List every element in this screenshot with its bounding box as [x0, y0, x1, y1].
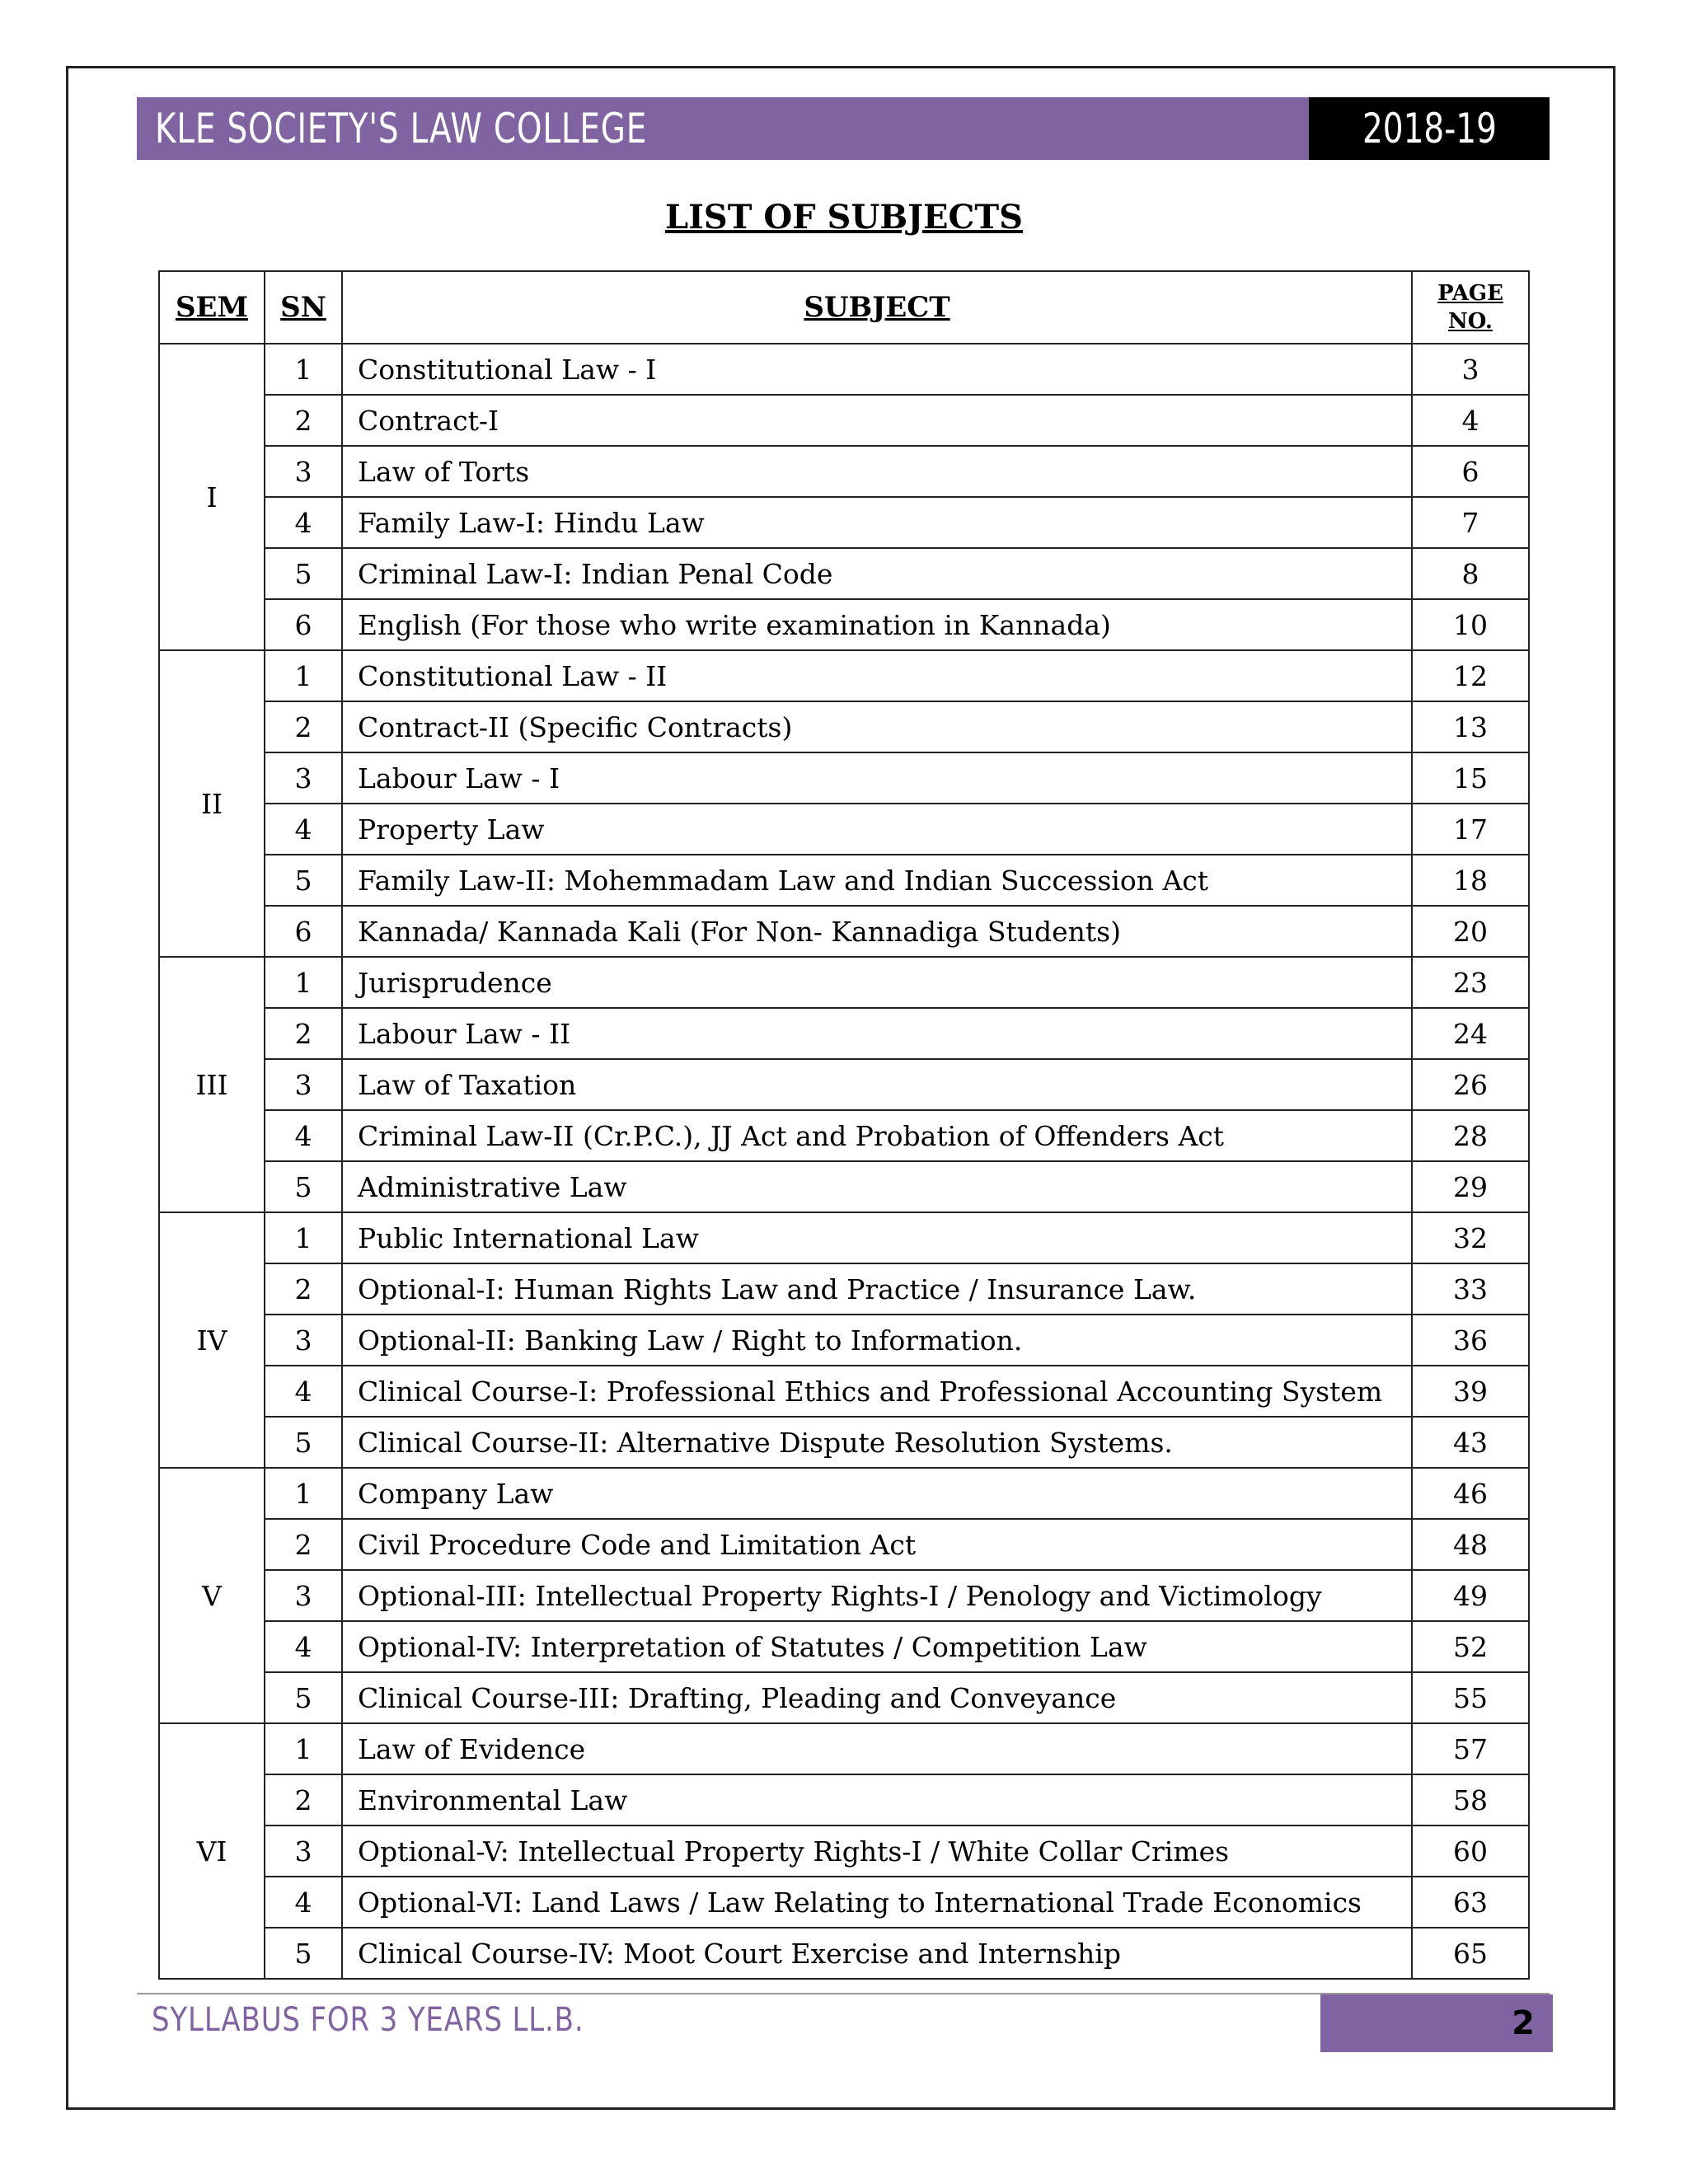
page-number-cell: 7: [1412, 497, 1529, 548]
subject-cell: Public International Law: [342, 1212, 1412, 1263]
subject-cell: Labour Law - I: [342, 752, 1412, 804]
page-number-cell: 28: [1412, 1110, 1529, 1161]
column-header-page: [1412, 271, 1529, 344]
table-row: [159, 395, 1529, 446]
subject-cell: Optional-IV: Interpretation of Statutes / Competition Law: [342, 1621, 1412, 1672]
page-number-cell: 18: [1412, 855, 1529, 906]
page-number-cell: 10: [1412, 599, 1529, 650]
header-year: [1309, 97, 1550, 160]
subject-cell: Optional-VI: Land Laws / Law Relating to International Trade Economics: [342, 1877, 1412, 1928]
subject-cell: Jurisprudence: [342, 957, 1412, 1008]
serial-number-cell: 5: [265, 548, 342, 599]
subject-cell: Contract-II (Specific Contracts): [342, 701, 1412, 752]
page-number-cell: 36: [1412, 1315, 1529, 1366]
subject-cell: Law of Torts: [342, 446, 1412, 497]
semester-cell: IV: [159, 1212, 265, 1468]
page-number-cell: 13: [1412, 701, 1529, 752]
serial-number-cell: 2: [265, 395, 342, 446]
table-row: [159, 752, 1529, 804]
subject-cell: Criminal Law-II (Cr.P.C.), JJ Act and Probation of Offenders Act: [342, 1110, 1412, 1161]
table-row: [159, 1723, 1529, 1774]
subject-cell: Law of Evidence: [342, 1723, 1412, 1774]
table-row: [159, 1008, 1529, 1059]
serial-number-cell: 1: [265, 344, 342, 395]
footer-text-label: SYLLABUS FOR 3 YEARS LL.B.: [152, 2001, 584, 2039]
page-number-cell: 29: [1412, 1161, 1529, 1212]
subject-cell: Criminal Law-I: Indian Penal Code: [342, 548, 1412, 599]
footer-text: [152, 2001, 660, 2039]
serial-number-cell: 1: [265, 650, 342, 701]
subject-cell: Family Law-II: Mohemmadam Law and Indian Succession Act: [342, 855, 1412, 906]
subject-cell: Clinical Course-I: Professional Ethics and Professional Accounting System: [342, 1366, 1412, 1417]
footer-page-number: 2: [1320, 1994, 1553, 2052]
page-number-cell: 63: [1412, 1877, 1529, 1928]
page-number-cell: 12: [1412, 650, 1529, 701]
header-year-text: 2018-19: [1362, 105, 1497, 152]
column-header-page-line2: NO.: [1448, 309, 1493, 334]
table-row: [159, 1774, 1529, 1825]
serial-number-cell: 5: [265, 855, 342, 906]
subject-cell: Constitutional Law - II: [342, 650, 1412, 701]
page-number-cell: 48: [1412, 1519, 1529, 1570]
page-number-cell: 6: [1412, 446, 1529, 497]
subject-cell: Optional-III: Intellectual Property Rights-I / Penology and Victimology: [342, 1570, 1412, 1621]
table-row: [159, 599, 1529, 650]
serial-number-cell: 2: [265, 701, 342, 752]
table-row: [159, 701, 1529, 752]
page-number-cell: 17: [1412, 804, 1529, 855]
page-number-cell: 23: [1412, 957, 1529, 1008]
table-row: [159, 650, 1529, 701]
page-number-cell: 26: [1412, 1059, 1529, 1110]
subject-cell: Clinical Course-III: Drafting, Pleading and Conveyance: [342, 1672, 1412, 1723]
serial-number-cell: 1: [265, 957, 342, 1008]
page-number-cell: 43: [1412, 1417, 1529, 1468]
table-row: [159, 957, 1529, 1008]
page-number-cell: 52: [1412, 1621, 1529, 1672]
page-number-cell: 4: [1412, 395, 1529, 446]
subject-cell: Labour Law - II: [342, 1008, 1412, 1059]
serial-number-cell: 3: [265, 1059, 342, 1110]
subject-cell: Optional-I: Human Rights Law and Practice / Insurance Law.: [342, 1263, 1412, 1315]
serial-number-cell: 3: [265, 1570, 342, 1621]
serial-number-cell: 6: [265, 906, 342, 957]
table-row: [159, 906, 1529, 957]
serial-number-cell: 5: [265, 1928, 342, 1979]
page-number-cell: 3: [1412, 344, 1529, 395]
table-row: [159, 1877, 1529, 1928]
table-row: [159, 1468, 1529, 1519]
table-row: [159, 1570, 1529, 1621]
header-title: [137, 97, 1309, 160]
table-row: [159, 1621, 1529, 1672]
table-row: [159, 344, 1529, 395]
page-number-cell: 58: [1412, 1774, 1529, 1825]
subject-cell: Contract-I: [342, 395, 1412, 446]
subject-cell: Family Law-I: Hindu Law: [342, 497, 1412, 548]
semester-cell: II: [159, 650, 265, 957]
subject-cell: Company Law: [342, 1468, 1412, 1519]
table-row: [159, 1519, 1529, 1570]
subject-cell: Civil Procedure Code and Limitation Act: [342, 1519, 1412, 1570]
subject-cell: Administrative Law: [342, 1161, 1412, 1212]
subject-cell: Clinical Course-II: Alternative Dispute Resolution Systems.: [342, 1417, 1412, 1468]
page-number-cell: 60: [1412, 1825, 1529, 1877]
page-number-cell: 33: [1412, 1263, 1529, 1315]
subject-cell: Optional-II: Banking Law / Right to Information.: [342, 1315, 1412, 1366]
serial-number-cell: 6: [265, 599, 342, 650]
serial-number-cell: 4: [265, 1366, 342, 1417]
table-row: [159, 497, 1529, 548]
page-number-cell: 8: [1412, 548, 1529, 599]
header-bar: [137, 97, 1550, 160]
page-number-cell: 39: [1412, 1366, 1529, 1417]
table-header-row: [159, 271, 1529, 344]
table-row: [159, 1263, 1529, 1315]
table-row: [159, 1059, 1529, 1110]
page-number-cell: 20: [1412, 906, 1529, 957]
page-number-cell: 49: [1412, 1570, 1529, 1621]
serial-number-cell: 1: [265, 1212, 342, 1263]
serial-number-cell: 2: [265, 1519, 342, 1570]
subject-cell: Environmental Law: [342, 1774, 1412, 1825]
serial-number-cell: 5: [265, 1417, 342, 1468]
serial-number-cell: 3: [265, 1315, 342, 1366]
subjects-table: [158, 270, 1530, 1980]
semester-cell: VI: [159, 1723, 265, 1979]
table-row: [159, 1825, 1529, 1877]
column-header-subject: SUBJECT: [342, 271, 1412, 344]
header-title-text: KLE SOCIETY'S LAW COLLEGE: [155, 105, 648, 152]
page-number-cell: 32: [1412, 1212, 1529, 1263]
page-number-cell: 65: [1412, 1928, 1529, 1979]
page-number-cell: 55: [1412, 1672, 1529, 1723]
serial-number-cell: 4: [265, 497, 342, 548]
serial-number-cell: 3: [265, 446, 342, 497]
serial-number-cell: 4: [265, 1621, 342, 1672]
table-row: [159, 855, 1529, 906]
table-row: [159, 1212, 1529, 1263]
serial-number-cell: 5: [265, 1161, 342, 1212]
serial-number-cell: 4: [265, 1877, 342, 1928]
table-row: [159, 1417, 1529, 1468]
serial-number-cell: 1: [265, 1468, 342, 1519]
table-body: [159, 344, 1529, 1979]
page-number-cell: 24: [1412, 1008, 1529, 1059]
page-number-cell: 15: [1412, 752, 1529, 804]
table-row: [159, 1110, 1529, 1161]
serial-number-cell: 5: [265, 1672, 342, 1723]
subject-cell: Optional-V: Intellectual Property Rights-I / White Collar Crimes: [342, 1825, 1412, 1877]
serial-number-cell: 3: [265, 752, 342, 804]
table-row: [159, 548, 1529, 599]
semester-cell: V: [159, 1468, 265, 1723]
table-row: [159, 446, 1529, 497]
serial-number-cell: 4: [265, 1110, 342, 1161]
serial-number-cell: 1: [265, 1723, 342, 1774]
page-number-cell: 46: [1412, 1468, 1529, 1519]
semester-cell: I: [159, 344, 265, 650]
table-row: [159, 1928, 1529, 1979]
serial-number-cell: 4: [265, 804, 342, 855]
subject-cell: English (For those who write examination in Kannada): [342, 599, 1412, 650]
serial-number-cell: 2: [265, 1774, 342, 1825]
subject-cell: Clinical Course-IV: Moot Court Exercise and Internship: [342, 1928, 1412, 1979]
serial-number-cell: 2: [265, 1008, 342, 1059]
page-number-cell: 57: [1412, 1723, 1529, 1774]
table-row: [159, 1672, 1529, 1723]
column-header-sem: SEM: [159, 271, 265, 344]
column-header-sn: SN: [265, 271, 342, 344]
subject-cell: Kannada/ Kannada Kali (For Non- Kannadiga Students): [342, 906, 1412, 957]
subject-cell: Constitutional Law - I: [342, 344, 1412, 395]
serial-number-cell: 2: [265, 1263, 342, 1315]
subject-cell: Law of Taxation: [342, 1059, 1412, 1110]
table-row: [159, 1366, 1529, 1417]
table-row: [159, 804, 1529, 855]
document-title: LIST OF SUBJECTS: [664, 198, 1024, 237]
semester-cell: III: [159, 957, 265, 1212]
table-row: [159, 1161, 1529, 1212]
subject-cell: Property Law: [342, 804, 1412, 855]
serial-number-cell: 3: [265, 1825, 342, 1877]
column-header-page-line1: PAGE: [1437, 281, 1503, 306]
table-row: [159, 1315, 1529, 1366]
